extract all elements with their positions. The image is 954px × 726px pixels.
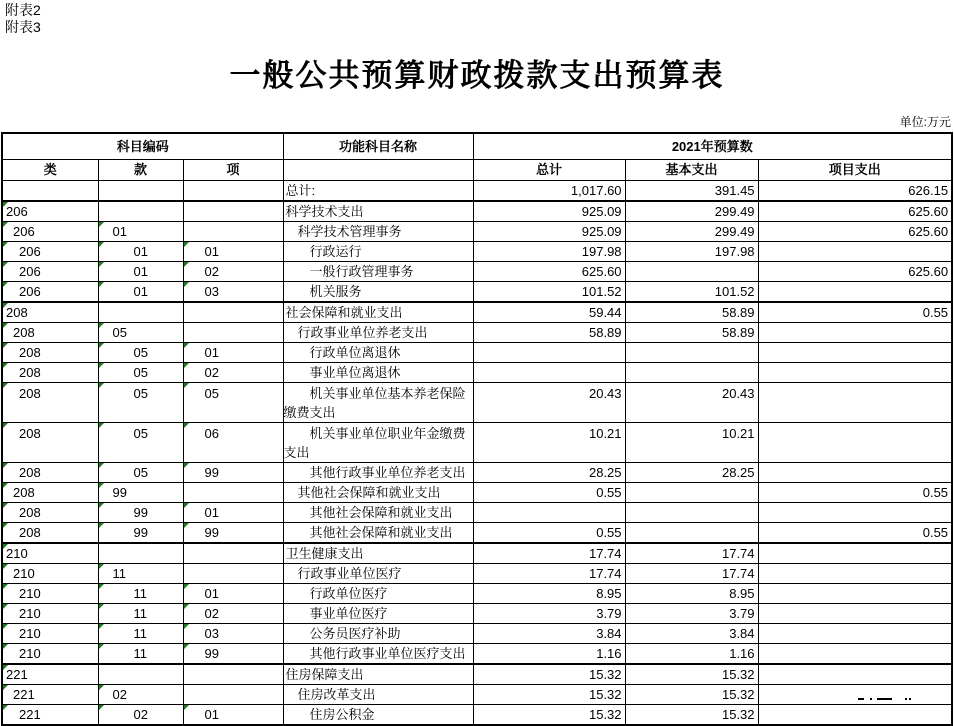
cell-basic-expense <box>625 502 758 522</box>
cell-project-expense <box>758 623 952 643</box>
table-row <box>2 322 952 342</box>
cell-project-expense <box>758 462 952 482</box>
number-as-text-flag-icon <box>184 584 189 589</box>
cell-total: 15.32 <box>473 684 625 704</box>
cell-project-expense <box>758 684 952 704</box>
cell-total <box>473 342 625 362</box>
number-as-text-flag-icon <box>99 222 104 227</box>
number-as-text-flag-icon <box>99 584 104 589</box>
number-as-text-flag-icon <box>99 463 104 468</box>
table-row <box>2 382 952 422</box>
cell-total: 925.09 <box>473 221 625 241</box>
number-as-text-flag-icon <box>3 523 8 528</box>
header-class: 类 <box>2 159 98 180</box>
cell-code-section: 05 <box>98 322 183 342</box>
cell-total: 10.21 <box>473 422 625 462</box>
cell-total: 0.55 <box>473 522 625 543</box>
number-as-text-flag-icon <box>184 523 189 528</box>
cell-code-class: 221 <box>2 664 98 685</box>
cell-total: 17.74 <box>473 543 625 564</box>
cell-code-item <box>183 201 283 222</box>
cell-code-section: 11 <box>98 623 183 643</box>
table-row <box>2 522 952 543</box>
cell-code-item: 99 <box>183 462 283 482</box>
cell-basic-expense <box>625 261 758 281</box>
page-title: 一般公共预算财政拨款支出预算表 <box>229 58 725 93</box>
header-column-row <box>2 159 952 180</box>
cell-code-item: 05 <box>183 382 283 422</box>
table-row <box>2 342 952 362</box>
cell-basic-expense: 101.52 <box>625 281 758 302</box>
cell-total: 20.43 <box>473 382 625 422</box>
number-as-text-flag-icon <box>184 604 189 609</box>
number-as-text-flag-icon <box>3 463 8 468</box>
number-as-text-flag-icon <box>184 383 189 388</box>
cell-project-expense: 626.15 <box>758 180 952 201</box>
cell-basic-expense: 58.89 <box>625 322 758 342</box>
cell-subject-name: 行政事业单位医疗 <box>283 563 473 583</box>
cell-total: 59.44 <box>473 302 625 323</box>
cell-code-class: 208 <box>2 482 98 502</box>
border-gap-artifact <box>851 697 917 701</box>
cell-basic-expense: 28.25 <box>625 462 758 482</box>
table-header <box>2 133 952 180</box>
number-as-text-flag-icon <box>3 604 8 609</box>
cell-subject-name: 科学技术管理事务 <box>283 221 473 241</box>
cell-total: 15.32 <box>473 704 625 725</box>
cell-subject-name: 一般行政管理事务 <box>283 261 473 281</box>
table-row <box>2 543 952 564</box>
cell-code-section: 99 <box>98 482 183 502</box>
cell-total: 15.32 <box>473 664 625 685</box>
cell-code-section <box>98 664 183 685</box>
number-as-text-flag-icon <box>3 423 8 428</box>
cell-project-expense: 0.55 <box>758 522 952 543</box>
cell-basic-expense: 58.89 <box>625 302 758 323</box>
header-section: 款 <box>98 159 183 180</box>
cell-code-section: 11 <box>98 563 183 583</box>
cell-total: 197.98 <box>473 241 625 261</box>
cell-total: 101.52 <box>473 281 625 302</box>
cell-code-item <box>183 664 283 685</box>
number-as-text-flag-icon <box>184 343 189 348</box>
table-row <box>2 563 952 583</box>
table-row <box>2 362 952 382</box>
cell-basic-expense <box>625 482 758 502</box>
cell-code-item <box>183 543 283 564</box>
number-as-text-flag-icon <box>3 665 8 670</box>
cell-code-class: 210 <box>2 623 98 643</box>
cell-basic-expense: 299.49 <box>625 221 758 241</box>
cell-code-item <box>183 180 283 201</box>
cell-basic-expense: 299.49 <box>625 201 758 222</box>
cell-project-expense: 625.60 <box>758 221 952 241</box>
cell-basic-expense <box>625 342 758 362</box>
cell-code-section: 01 <box>98 221 183 241</box>
number-as-text-flag-icon <box>3 685 8 690</box>
number-as-text-flag-icon <box>184 423 189 428</box>
cell-code-section: 11 <box>98 583 183 603</box>
cell-code-section <box>98 180 183 201</box>
cell-subject-name: 机关事业单位基本养老保险缴费支出 <box>283 382 473 422</box>
cell-total: 1,017.60 <box>473 180 625 201</box>
cell-basic-expense: 10.21 <box>625 422 758 462</box>
cell-basic-expense: 20.43 <box>625 382 758 422</box>
cell-code-section <box>98 302 183 323</box>
cell-code-class: 221 <box>2 684 98 704</box>
number-as-text-flag-icon <box>3 282 8 287</box>
cell-code-class: 208 <box>2 322 98 342</box>
cell-code-class: 210 <box>2 603 98 623</box>
number-as-text-flag-icon <box>184 463 189 468</box>
cell-total: 58.89 <box>473 322 625 342</box>
cell-code-class: 206 <box>2 261 98 281</box>
cell-basic-expense: 8.95 <box>625 583 758 603</box>
number-as-text-flag-icon <box>184 503 189 508</box>
table-row <box>2 583 952 603</box>
table-row <box>2 704 952 725</box>
cell-project-expense <box>758 241 952 261</box>
number-as-text-flag-icon <box>3 383 8 388</box>
cell-subject-name: 行政单位离退休 <box>283 342 473 362</box>
cell-code-item <box>183 322 283 342</box>
table-row <box>2 664 952 685</box>
table-row <box>2 422 952 462</box>
budget-table-body <box>2 180 952 725</box>
cell-subject-name: 其他社会保障和就业支出 <box>283 502 473 522</box>
cell-code-section: 01 <box>98 281 183 302</box>
number-as-text-flag-icon <box>3 644 8 649</box>
header-function-name: 功能科目名称 <box>283 133 473 159</box>
cell-code-item: 02 <box>183 362 283 382</box>
cell-code-section: 11 <box>98 643 183 664</box>
number-as-text-flag-icon <box>3 202 8 207</box>
cell-subject-name: 其他社会保障和就业支出 <box>283 482 473 502</box>
header-subject-code: 科目编码 <box>2 133 283 159</box>
cell-subject-name: 机关事业单位职业年金缴费支出 <box>283 422 473 462</box>
table-row <box>2 502 952 522</box>
cell-total <box>473 502 625 522</box>
number-as-text-flag-icon <box>3 503 8 508</box>
number-as-text-flag-icon <box>99 423 104 428</box>
table-row <box>2 462 952 482</box>
cell-code-class: 208 <box>2 382 98 422</box>
cell-project-expense <box>758 643 952 664</box>
number-as-text-flag-icon <box>99 363 104 368</box>
cell-code-class: 208 <box>2 302 98 323</box>
number-as-text-flag-icon <box>99 383 104 388</box>
number-as-text-flag-icon <box>3 262 8 267</box>
cell-project-expense: 0.55 <box>758 482 952 502</box>
cell-project-expense <box>758 281 952 302</box>
number-as-text-flag-icon <box>99 282 104 287</box>
cell-code-item <box>183 482 283 502</box>
cell-subject-name: 其他行政事业单位医疗支出 <box>283 643 473 664</box>
number-as-text-flag-icon <box>99 685 104 690</box>
cell-basic-expense: 3.84 <box>625 623 758 643</box>
cell-subject-name: 公务员医疗补助 <box>283 623 473 643</box>
cell-basic-expense: 1.16 <box>625 643 758 664</box>
cell-code-class: 221 <box>2 704 98 725</box>
cell-code-item: 01 <box>183 241 283 261</box>
table-row <box>2 261 952 281</box>
attachment-label: 附表2 <box>5 2 41 18</box>
cell-basic-expense: 17.74 <box>625 563 758 583</box>
cell-code-item: 06 <box>183 422 283 462</box>
cell-subject-name: 其他行政事业单位养老支出 <box>283 462 473 482</box>
cell-code-class: 208 <box>2 422 98 462</box>
cell-subject-name: 社会保障和就业支出 <box>283 302 473 323</box>
cell-code-item <box>183 221 283 241</box>
cell-subject-name: 总计: <box>283 180 473 201</box>
cell-total: 3.84 <box>473 623 625 643</box>
header-basic: 基本支出 <box>625 159 758 180</box>
cell-project-expense: 0.55 <box>758 302 952 323</box>
cell-code-class: 210 <box>2 643 98 664</box>
cell-subject-name: 住房保障支出 <box>283 664 473 685</box>
cell-project-expense <box>758 704 952 725</box>
cell-basic-expense: 17.74 <box>625 543 758 564</box>
number-as-text-flag-icon <box>3 242 8 247</box>
cell-code-class: 208 <box>2 522 98 543</box>
cell-code-section: 99 <box>98 522 183 543</box>
cell-total: 3.79 <box>473 603 625 623</box>
cell-project-expense <box>758 603 952 623</box>
cell-code-item: 03 <box>183 281 283 302</box>
cell-basic-expense: 15.32 <box>625 664 758 685</box>
number-as-text-flag-icon <box>184 705 189 710</box>
number-as-text-flag-icon <box>99 644 104 649</box>
cell-project-expense: 625.60 <box>758 261 952 281</box>
table-row <box>2 201 952 222</box>
number-as-text-flag-icon <box>184 624 189 629</box>
cell-code-item: 99 <box>183 643 283 664</box>
cell-total: 28.25 <box>473 462 625 482</box>
header-name-spacer <box>283 159 473 180</box>
table-row <box>2 482 952 502</box>
cell-code-class: 208 <box>2 502 98 522</box>
number-as-text-flag-icon <box>99 323 104 328</box>
cell-code-item: 01 <box>183 704 283 725</box>
number-as-text-flag-icon <box>184 644 189 649</box>
table-row <box>2 643 952 664</box>
number-as-text-flag-icon <box>99 523 104 528</box>
cell-total: 1.16 <box>473 643 625 664</box>
header-project: 项目支出 <box>758 159 952 180</box>
table-row <box>2 241 952 261</box>
number-as-text-flag-icon <box>99 483 104 488</box>
cell-basic-expense: 197.98 <box>625 241 758 261</box>
number-as-text-flag-icon <box>3 564 8 569</box>
table-row <box>2 623 952 643</box>
budget-table <box>1 132 953 726</box>
cell-code-class: 206 <box>2 201 98 222</box>
cell-code-item <box>183 302 283 323</box>
cell-code-section: 05 <box>98 382 183 422</box>
cell-project-expense <box>758 382 952 422</box>
cell-basic-expense: 15.32 <box>625 684 758 704</box>
cell-code-class: 206 <box>2 221 98 241</box>
cell-code-section: 01 <box>98 241 183 261</box>
cell-code-item: 01 <box>183 502 283 522</box>
number-as-text-flag-icon <box>99 503 104 508</box>
table-row <box>2 603 952 623</box>
number-as-text-flag-icon <box>99 604 104 609</box>
cell-subject-name: 科学技术支出 <box>283 201 473 222</box>
table-row <box>2 684 952 704</box>
cell-basic-expense <box>625 362 758 382</box>
table-row <box>2 180 952 201</box>
cell-subject-name: 事业单位离退休 <box>283 362 473 382</box>
cell-basic-expense: 391.45 <box>625 180 758 201</box>
cell-project-expense <box>758 583 952 603</box>
cell-code-item: 03 <box>183 623 283 643</box>
number-as-text-flag-icon <box>184 262 189 267</box>
cell-code-section: 11 <box>98 603 183 623</box>
cell-basic-expense: 15.32 <box>625 704 758 725</box>
cell-code-section: 05 <box>98 362 183 382</box>
number-as-text-flag-icon <box>184 282 189 287</box>
header-year-budget: 2021年预算数 <box>473 133 952 159</box>
number-as-text-flag-icon <box>3 483 8 488</box>
cell-project-expense <box>758 342 952 362</box>
cell-project-expense <box>758 664 952 685</box>
cell-subject-name: 行政运行 <box>283 241 473 261</box>
cell-code-section: 99 <box>98 502 183 522</box>
number-as-text-flag-icon <box>99 262 104 267</box>
cell-code-section: 01 <box>98 261 183 281</box>
cell-basic-expense: 3.79 <box>625 603 758 623</box>
number-as-text-flag-icon <box>99 343 104 348</box>
cell-code-item <box>183 563 283 583</box>
number-as-text-flag-icon <box>99 564 104 569</box>
header-total: 总计 <box>473 159 625 180</box>
number-as-text-flag-icon <box>184 363 189 368</box>
cell-subject-name: 机关服务 <box>283 281 473 302</box>
cell-code-section: 02 <box>98 704 183 725</box>
cell-code-section: 05 <box>98 342 183 362</box>
cell-code-class: 208 <box>2 462 98 482</box>
cell-code-item: 01 <box>183 342 283 362</box>
number-as-text-flag-icon <box>99 242 104 247</box>
cell-subject-name: 行政事业单位养老支出 <box>283 322 473 342</box>
number-as-text-flag-icon <box>99 624 104 629</box>
cell-project-expense <box>758 362 952 382</box>
table-row <box>2 302 952 323</box>
cell-subject-name: 住房公积金 <box>283 704 473 725</box>
cell-code-class: 208 <box>2 362 98 382</box>
cell-subject-name: 行政单位医疗 <box>283 583 473 603</box>
number-as-text-flag-icon <box>3 705 8 710</box>
cell-project-expense <box>758 322 952 342</box>
number-as-text-flag-icon <box>3 323 8 328</box>
cell-code-section: 05 <box>98 462 183 482</box>
number-as-text-flag-icon <box>3 303 8 308</box>
cell-code-item: 99 <box>183 522 283 543</box>
cell-total: 8.95 <box>473 583 625 603</box>
cell-basic-expense <box>625 522 758 543</box>
number-as-text-flag-icon <box>99 705 104 710</box>
table-row <box>2 221 952 241</box>
cell-code-class <box>2 180 98 201</box>
header-group-row <box>2 133 952 159</box>
number-as-text-flag-icon <box>3 363 8 368</box>
number-as-text-flag-icon <box>3 222 8 227</box>
number-as-text-flag-icon <box>3 544 8 549</box>
attachment-label-clipped: 附表3 <box>5 19 41 35</box>
cell-code-item: 01 <box>183 583 283 603</box>
cell-total: 0.55 <box>473 482 625 502</box>
number-as-text-flag-icon <box>184 242 189 247</box>
cell-code-section: 02 <box>98 684 183 704</box>
cell-code-section: 05 <box>98 422 183 462</box>
table-row <box>2 281 952 302</box>
cell-project-expense <box>758 563 952 583</box>
cell-subject-name: 其他社会保障和就业支出 <box>283 522 473 543</box>
cell-project-expense: 625.60 <box>758 201 952 222</box>
cell-code-class: 210 <box>2 583 98 603</box>
cell-total: 17.74 <box>473 563 625 583</box>
cell-code-class: 206 <box>2 241 98 261</box>
cell-code-item <box>183 684 283 704</box>
cell-total <box>473 362 625 382</box>
cell-code-class: 210 <box>2 543 98 564</box>
header-item: 项 <box>183 159 283 180</box>
number-as-text-flag-icon <box>3 624 8 629</box>
cell-project-expense <box>758 543 952 564</box>
number-as-text-flag-icon <box>3 584 8 589</box>
cell-subject-name: 住房改革支出 <box>283 684 473 704</box>
cell-code-class: 206 <box>2 281 98 302</box>
cell-code-section <box>98 543 183 564</box>
unit-note: 单位:万元 <box>899 115 951 129</box>
cell-code-item: 02 <box>183 603 283 623</box>
number-as-text-flag-icon <box>3 343 8 348</box>
cell-project-expense <box>758 502 952 522</box>
cell-code-section <box>98 201 183 222</box>
cell-subject-name: 事业单位医疗 <box>283 603 473 623</box>
cell-code-item: 02 <box>183 261 283 281</box>
cell-subject-name: 卫生健康支出 <box>283 543 473 564</box>
cell-code-class: 208 <box>2 342 98 362</box>
cell-project-expense <box>758 422 952 462</box>
cell-total: 625.60 <box>473 261 625 281</box>
cell-code-class: 210 <box>2 563 98 583</box>
cell-total: 925.09 <box>473 201 625 222</box>
